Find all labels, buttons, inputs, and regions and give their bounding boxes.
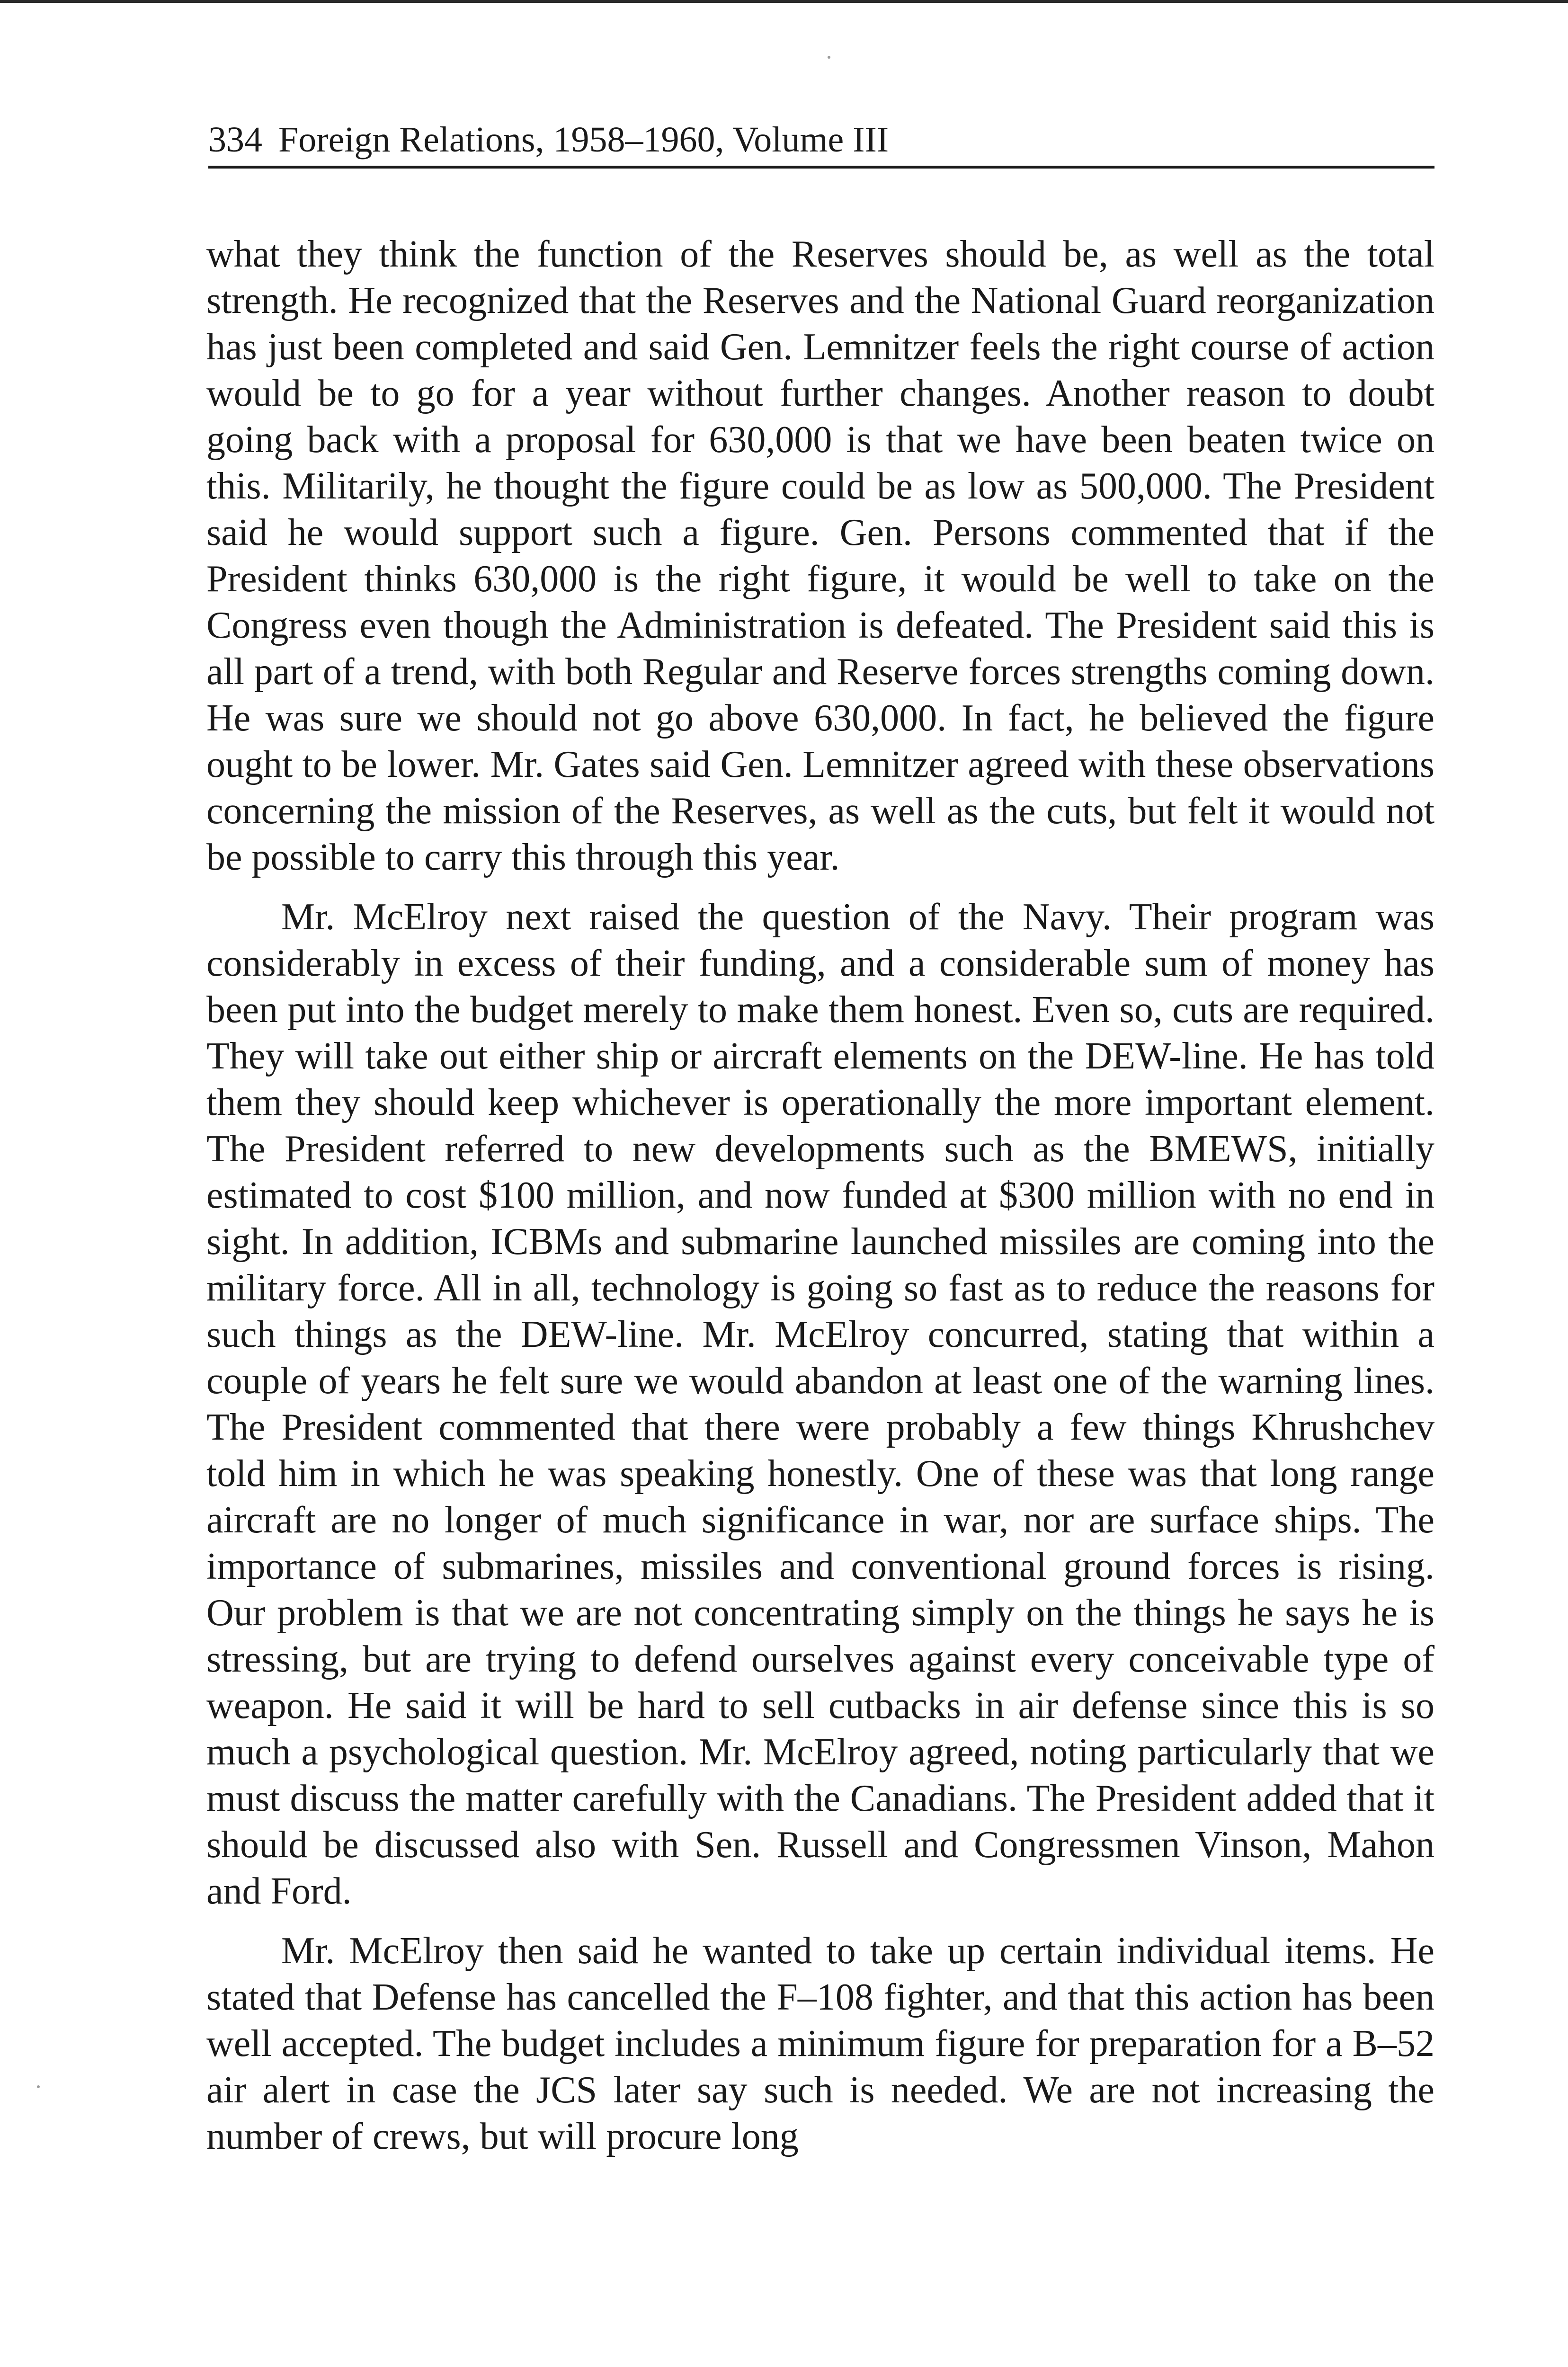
running-title: Foreign Relations, 1958–1960, Volume III — [278, 120, 889, 160]
scan-speck — [828, 56, 830, 59]
page-number: 334 — [208, 120, 262, 160]
paragraph-continued: what they think the function of the Reserves should be, as well as the total strength. He recognized that the Reserves and the National Guard reorganization has just been completed and said Gen. Lemnitzer feels the right course of action would be to go for a year without further changes. Another reason to doubt going back with a proposal for 630,000 is that we have been beaten twice on this. Militarily, he thought the figure could be as low as 500,000. The President said he would support such a figure. Gen. Persons commented that if the President thinks 630,000 is the right figure, it would be well to take on the Congress even though the Administration is defeated. The President said this is all part of a trend, with both Regular and Reserve forces strengths coming down. He was sure we should not go above 630,000. In fact, he believed the figure ought to be lower. Mr. Gates said Gen. Lemnitzer agreed with these observations concerning the mission of the Reserves, as well as the cuts, but felt it would not be possible to carry this through this year. — [206, 233, 1434, 878]
paragraph-navy: Mr. McElroy next raised the question of the Navy. Their program was considerably in excess of their funding, and a considerable sum of money has been put into the budget merely to make them honest. Even so, cuts are required. They will take out either ship or aircraft elements on the DEW-line. He has told them they should keep whichever is operationally the more important element. The President referred to new developments such as the BMEWS, initially estimated to cost $100 million, and now funded at $300 million with no end in sight. In addition, ICBMs and submarine launched missiles are coming into the military force. All in all, technology is going so fast as to reduce the reasons for such things as the DEW-line. Mr. McElroy concurred, stating that within a couple of years he felt sure we would abandon at least one of the warning lines. The President commented that there were probably a few things Khrushchev told him in which he was speaking honestly. One of these was that long range aircraft are no longer of much significance in war, nor are surface ships. The importance of submarines, missiles and conventional ground forces is rising. Our problem is that we are not concentrating simply on the things he says he is stressing, but are trying to defend ourselves against every conceivable type of weapon. He said it will be hard to sell cutbacks in air defense since this is so much a psychological question. Mr. McElroy agreed, noting particularly that we must discuss the matter carefully with the Canadians. The President added that it should be discussed also with Sen. Russell and Congressmen Vinson, Mahon and Ford. — [206, 896, 1434, 1912]
paragraph-individual-items: Mr. McElroy then said he wanted to take up certain individual items. He stated that Defense has cancelled the F–108 fighter, and that this action has been well accepted. The budget includes a minimum figure for preparation for a B–52 air alert in case the JCS later say such is needed. We are not increasing the number of crews, but will procure long — [206, 1930, 1434, 2157]
running-header — [208, 114, 1434, 169]
page-top-edge — [0, 0, 1568, 3]
body-text — [206, 231, 1434, 2173]
scan-speck — [37, 2085, 40, 2088]
